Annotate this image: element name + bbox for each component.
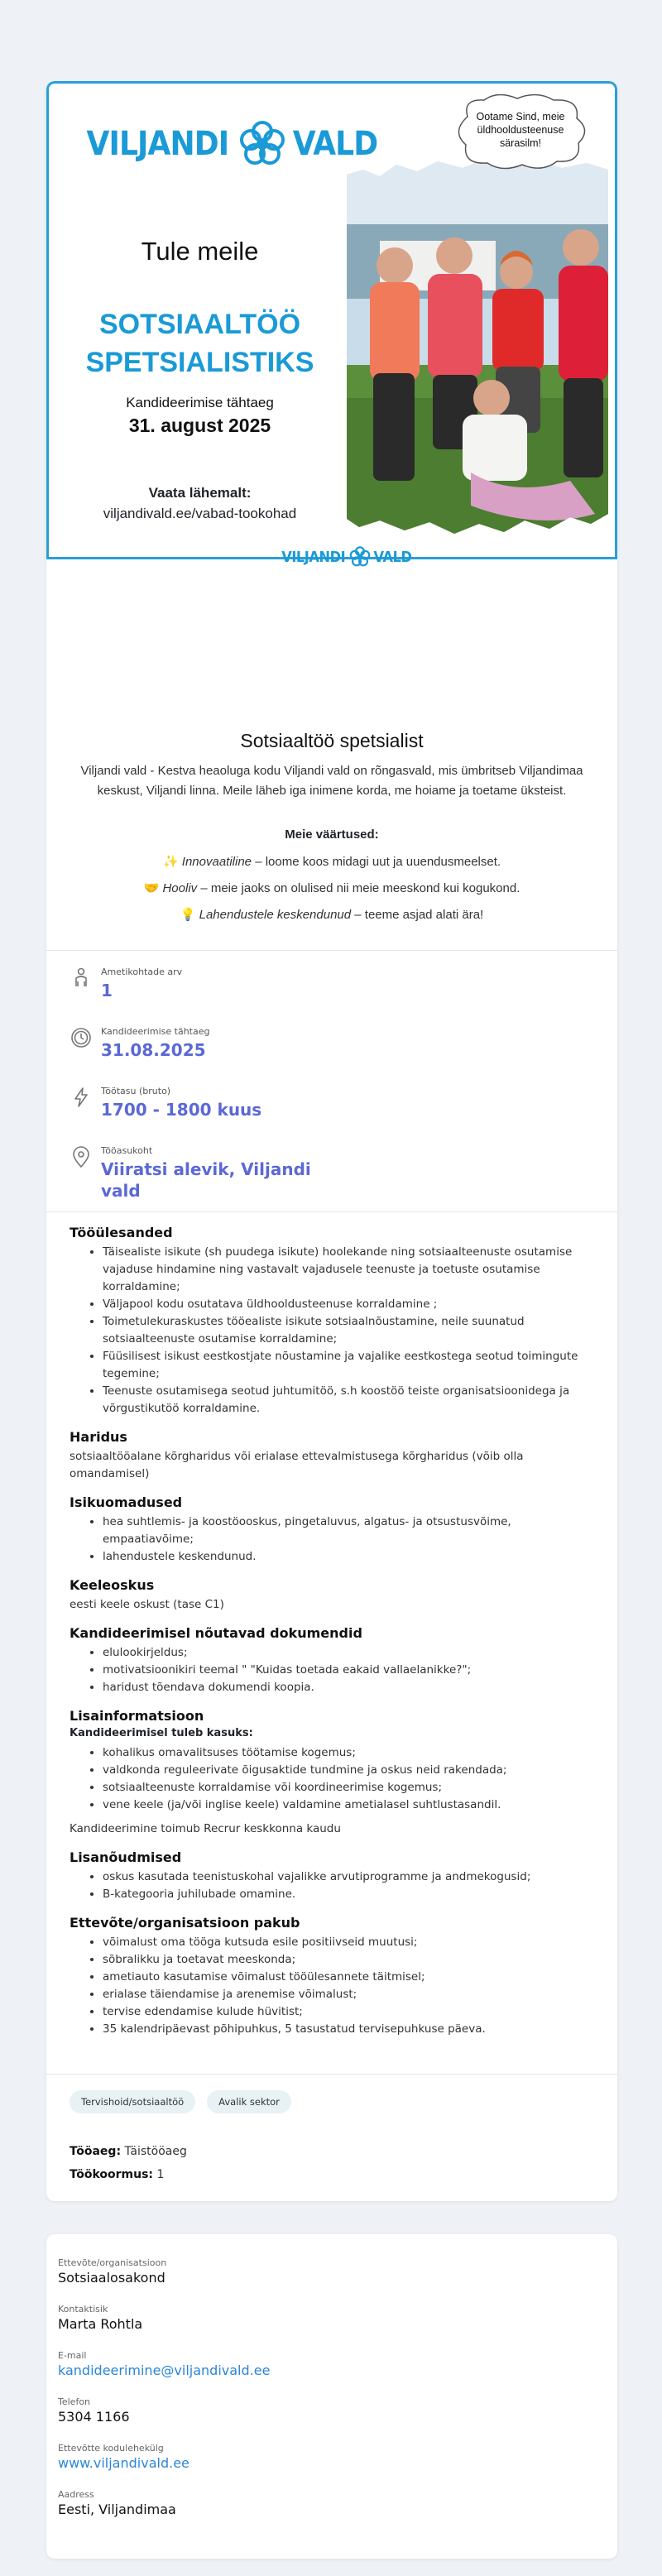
values-title: Meie väärtused: — [285, 827, 379, 842]
list-item: • motivatsioonikiri teemal " "Kuidas toetada eakaid vallaelanikke?"; — [103, 1662, 599, 1679]
tag-healthcare[interactable]: Tervishoid/sotsiaaltöö — [70, 2090, 195, 2113]
list-item: • võimalust oma tööga kutsuda esile positiivseid muutusi; — [103, 1934, 599, 1951]
offer-section: Ettevõte/organisatsioon pakub • võimalust oma tööga kutsuda esile positiivseid muutusi; • sõbralikku ja toetavat meeskonda; • ametiauto kasutamise võimalust tööülesannete täitmisel; • erialase täiendamise ja arenemise võimalust; • tervise edendamise kulude hüvitist; • 35 kalendripäevast põhipuhkus, 5 tasustatud tervisepuhkuse päeva. — [70, 1915, 599, 2038]
salary-value: 1700 - 1800 kuus — [101, 1100, 262, 1120]
list-item: • vene keele (ja/või inglise keele) valdamine ametialasel suhtlustasandil. — [103, 1796, 599, 1814]
list-item: • sotsiaalteenuste korraldamise või koordineerimise kogemus; — [103, 1779, 599, 1796]
flower-logo-icon — [238, 120, 286, 168]
job-title: Sotsiaaltöö spetsialist — [240, 730, 424, 751]
banner-join-text: Tule meile — [141, 237, 259, 266]
workload: Töökoormus: 1 — [70, 2168, 165, 2181]
contact-card: Ettevõte/organisatsioon Sotsiaalosakond Kontaktisik Marta Rohtla E-mail kandideerimine@viljandivald.ee Telefon 5304 1166 Ettevõtte kodulehekülg www.viljandivald.ee Aadress Eesti, Viljandimaa — [46, 2234, 617, 2559]
banner-deadline-label: Kandideerimise tähtaeg — [126, 395, 274, 410]
contact-address: Eesti, Viljandimaa — [58, 2502, 176, 2517]
divider — [46, 2074, 617, 2075]
flower-logo-icon — [349, 546, 371, 568]
list-item: • oskus kasutada teenistuskohal vajalikke arvutiprogramme ja andmekogusid; — [103, 1868, 599, 1886]
contact-person: Marta Rohtla — [58, 2316, 143, 2332]
banner-url: viljandivald.ee/vabad-tookohad — [103, 506, 297, 521]
worktime: Tööaeg: Täistööaeg — [70, 2145, 187, 2158]
lightning-icon — [70, 1086, 93, 1109]
list-item: • kohalikus omavalitsuses töötamise kogemus; — [103, 1744, 599, 1762]
team-photo — [347, 150, 608, 539]
banner-role: SOTSIAALTÖÖ SPETSIALISTIKS — [85, 309, 314, 378]
duties-section: Tööülesanded • Täisealiste isikute (sh puudega isikute) hoolekande ning sotsiaalteenuste osutamise vajaduse hindamine ning vastavalt vajadusele teenuste ja toetuste osutamise korraldamine; • Väljapool kodu osutatava üldhooldusteenuse korraldamine ; • Toimetulekuraskustes tööealiste isikute sotsiaalnõustamine, neile suunatud sotsiaalteenuste osutamise korraldamine; • Füüsilisest isikust eestkostjate nõustamine ja vajalike eestkostega seotud toimingute tegemine; • Teenuste osutamisega seotud juhtumitöö, s.h koostöö teiste organisatsioonidega ja võrgustikutöö korraldamine. — [70, 1225, 599, 1418]
list-item: • B-kategooria juhilubade omamine. — [103, 1886, 599, 1903]
speech-bubble-text: Ootame Sind, meie üldhooldusteenuse särasilm! — [476, 111, 565, 149]
clock-icon — [70, 1026, 93, 1049]
list-item: • sõbralikku ja toetavat meeskonda; — [103, 1951, 599, 1969]
job-card: VILJANDI VALD Tule meile SOTSIAALTÖÖ SPETSIALISTIKS Kandideerimise tähtaeg 31. august 2025 Vaata lähemalt: viljandivald.ee/vabad-tookohad Ootame Sind, meie üldhooldusteenuse särasilm! VILJANDI VALD Sotsiaaltöö spetsialist Viljandi vald - Kestva heaoluga kodu Viljandi vald on rõngasvald, mis ümbritseb Viljandimaa keskust, Viljandi linna. Meile läheb iga inimene korda, me hoiame ja toetame üksteist. Meie väärtused: ✨ Innovaatiline – loome koos midagi uut ja uuendusmeelset. 🤝 Hooliv – meie jaoks on olulised nii meie meeskond kui kogukond. 💡 Lahendustele keskendunud – teeme asjad alati ära! Ametikohtade arv 1 Kandideerimise tähtaeg 31.08.2025 Töötasu (bruto) 1700 - 1800 kuus Tööasukoht Viiratsi alevik, Viljandi vald Tööülesanded • Täisealiste isikute (sh puudega isikute) hoolekande ning sotsiaalteenuste osutamise vajaduse hindamine ning vastavalt vajadusele teenuste ja toetuste osutamise korraldamine; • Väljapool kodu osutatava üldhooldusteenuse korraldamine ; • Toimetulekuraskustes tööealiste isikute sotsiaalnõustamine, neile suunatud sotsiaalteenuste osutamise korraldamine; • Füüsilisest isikust eestkostjate nõustamine ja vajalike eestkostega seotud toimingute tegemine; • Teenuste osutamisega seotud juhtumitöö, s.h koostöö teiste organisatsioonidega ja võrgustikutöö korraldamine. Haridus sotsiaaltööalane kõrgharidus või erialase ettevalmistusega kõrgharidus (võib olla omandamisel) Isikuomadused • hea suhtlemis- ja koostöooskus, pingetaluvus, algatus- ja otsustusvõime, empaatiavõime; • lahendustele keskendunud. Keeleoskus eesti keele oskust (tase C1) Kandideerimisel nõutavad dokumendid • elulookirjeldus; • motivatsioonikiri teemal " "Kuidas toetada eakaid vallaelanikke?"; • haridust tõendava dokumendi koopia. Lisainformatsioon Kandideerimisel tuleb kasuks: • kohalikus omavalitsuses töötamise kogemus; • valdkonda reguleerivate õigusaktide tundmine ja oskus neid rakendada; • sotsiaalteenuste korraldamise või koordineerimise kogemus; • vene keele (ja/või inglise keele) valdamine ametialasel suhtlustasandil. Kandideerimine toimub Recrur keskkonna kaudu Lisanõudmised • oskus kasutada teenistuskohal vajalikke arvutiprogramme ja andmekogusid; • B-kategooria juhilubade omamine. Ettevõte/organisatsioon pakub • võimalust oma tööga kutsuda esile positiivseid muutusi; • sõbralikku ja toetavat meeskonda; • ametiauto kasutamise võimalust tööülesannete täitmisel; • erialase täiendamise ja arenemise võimalust; • tervise edendamise kulude hüvitist; • 35 kalendripäevast põhipuhkus, 5 tasustatud tervisepuhkuse päeva. Tervishoid/sotsiaaltöö Avalik sektor Tööaeg: Täistööaeg Töökoormus: 1 — [46, 81, 617, 2201]
additional-section: Lisainformatsioon Kandideerimisel tuleb kasuks: • kohalikus omavalitsuses töötamise kogemus; • valdkonda reguleerivate õigusaktide tundmine ja oskus neid rakendada; • sotsiaalteenuste korraldamise või koordineerimise kogemus; • vene keele (ja/või inglise keele) valdamine ametialasel suhtlustasandil. Kandideerimine toimub Recrur keskkonna kaudu — [70, 1708, 599, 1838]
contact-phone: 5304 1166 — [58, 2409, 130, 2425]
banner-logo: VILJANDI VALD — [79, 120, 382, 168]
value-item: ✨ Innovaatiline – loome koos midagi uut ja uuendusmeelset. — [162, 855, 501, 869]
contact-email-link[interactable]: kandideerimine@viljandivald.ee — [58, 2363, 271, 2378]
education-section: Haridus sotsiaaltööalane kõrgharidus või erialase ettevalmistusega kõrgharidus (võib olla omandamisel) — [70, 1429, 524, 1480]
list-item: • lahendustele keskendunud. — [103, 1548, 599, 1566]
company-logo: VILJANDI VALD — [278, 546, 415, 568]
company-intro: Viljandi vald - Kestva heaoluga kodu Viljandi vald on rõngasvald, mis ümbritseb Viljandimaa keskust, Viljandi linna. Meile läheb iga inimene korda, me hoiame ja toetame üksteist. — [80, 764, 583, 798]
language-section: Keeleoskus eesti keele oskust (tase C1) — [70, 1577, 224, 1611]
list-item: • tervise edendamise kulude hüvitist; — [103, 2003, 599, 2021]
list-item: • 35 kalendripäevast põhipuhkus, 5 tasustatud tervisepuhkuse päeva. — [103, 2021, 599, 2038]
divider — [46, 950, 617, 951]
tag-list — [70, 2090, 291, 2113]
divider — [46, 1211, 617, 1212]
tag-public-sector[interactable]: Avalik sektor — [207, 2090, 291, 2113]
contact-website-link[interactable]: www.viljandivald.ee — [58, 2455, 189, 2471]
job-description — [70, 1225, 599, 2038]
list-item: • Täisealiste isikute (sh puudega isikute) hoolekande ning sotsiaalteenuste osutamise vajaduse hindamine ning vastavalt vajadusele teenuste ja toetuste osutamise korraldamine; — [103, 1244, 599, 1296]
list-item: • Toimetulekuraskustes tööealiste isikute sotsiaalnõustamine, neile suunatud sotsiaalteenuste osutamise korraldamine; — [103, 1313, 599, 1348]
list-item: • Füüsilisest isikust eestkostjate nõustamine ja vajalike eestkostega seotud toimingute tegemine; — [103, 1348, 599, 1383]
list-item: • Väljapool kodu osutatava üldhooldusteenuse korraldamine ; — [103, 1296, 599, 1313]
location-value: Viiratsi alevik, Viljandi vald — [101, 1159, 311, 1201]
people-icon — [70, 967, 93, 990]
value-item: 💡 Lahendustele keskendunud – teeme asjad alati ära! — [180, 908, 484, 922]
documents-section: Kandideerimisel nõutavad dokumendid • elulookirjeldus; • motivatsioonikiri teemal " "Kuidas toetada eakaid vallaelanikke?"; • haridust tõendava dokumendi koopia. — [70, 1625, 599, 1696]
value-item: 🤝 Hooliv – meie jaoks on olulised nii meie meeskond kui kogukond. — [143, 881, 520, 895]
job-banner — [46, 81, 617, 559]
list-item: • elulookirjeldus; — [103, 1644, 599, 1662]
contact-org: Sotsiaalosakond — [58, 2270, 166, 2286]
list-item: • hea suhtlemis- ja koostöooskus, pingetaluvus, algatus- ja otsustusvõime, empaatiavõime; — [103, 1513, 599, 1548]
location-pin-icon — [70, 1145, 93, 1168]
list-item: • ametiauto kasutamise võimalust tööülesannete täitmisel; — [103, 1969, 599, 1986]
list-item: • erialase täiendamise ja arenemise võimalust; — [103, 1986, 599, 2003]
list-item: • haridust tõendava dokumendi koopia. — [103, 1679, 599, 1696]
banner-deadline: 31. august 2025 — [128, 415, 271, 436]
banner-see-more: Vaata lähemalt: — [148, 485, 252, 501]
list-item: • valdkonda reguleerivate õigusaktide tundmine ja oskus neid rakendada; — [103, 1762, 599, 1779]
positions-value: 1 — [101, 981, 113, 1000]
list-item: • Teenuste osutamisega seotud juhtumitöö, s.h koostöö teiste organisatsioonidega ja võrgustikutöö korraldamine. — [103, 1383, 599, 1418]
personal-section: Isikuomadused • hea suhtlemis- ja koostöooskus, pingetaluvus, algatus- ja otsustusvõime, empaatiavõime; • lahendustele keskendunud. — [70, 1494, 599, 1566]
requirements-section: Lisanõudmised • oskus kasutada teenistuskohal vajalikke arvutiprogramme ja andmekogusid; • B-kategooria juhilubade omamine. — [70, 1849, 599, 1903]
deadline-value: 31.08.2025 — [101, 1040, 206, 1060]
